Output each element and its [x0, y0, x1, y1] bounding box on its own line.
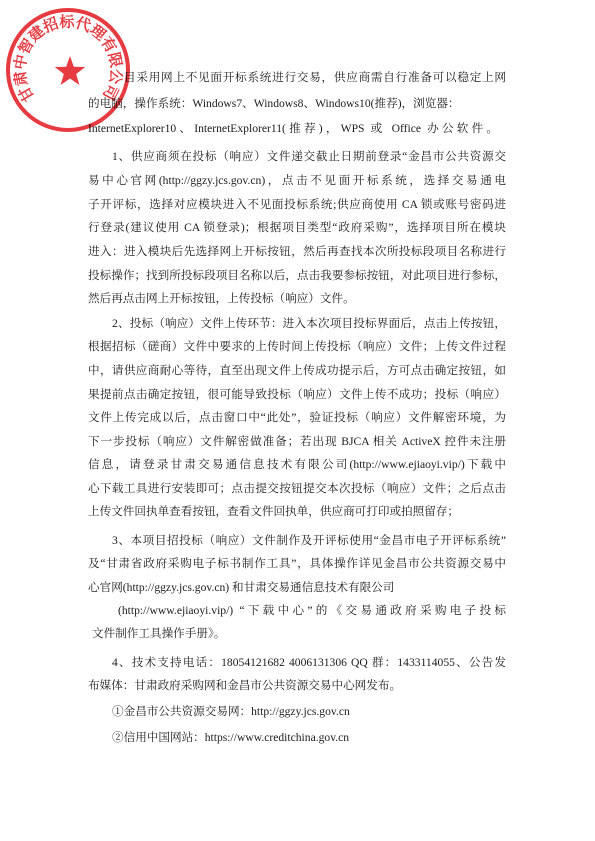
website-item: ①金昌市公共资源交易网：http://ggzy.jcs.gov.cn [112, 705, 350, 718]
intro-line: 目采用网上不见面开标系统进行交易，供应商需自行准备可以稳定上网 [124, 71, 506, 84]
intro-line: InternetExplorer10、InternetExplorer11(推荐)，WPS 或 Office 办公软件。 [88, 122, 498, 135]
item-1-line: 投标操作；找到所投标段项目名称以后，点击我要参标按钮，对此项目进行参标， [88, 269, 506, 282]
item-1-line: 行登录(建议使用 CA 锁登录)；根据项目类型“政府采购”，选择项目所在模块 [88, 221, 506, 234]
item-2-line: 中，请供应商耐心等待，直至出现文件上传成功提示后，方可点击确定按钮，如 [88, 364, 506, 377]
item-2-line: 果提前点击确定按钮，很可能导致投标（响应）文件上传不成功；投标（响应） [88, 388, 506, 401]
item-2-line: 上传文件回执单查看按钮，查看文件回执单，供应商可打印或拍照留存； [88, 505, 460, 518]
item-3-line: 及“甘肃省政府采购电子标书制作工具”，具体操作详见金昌市公共资源交易中 [88, 557, 506, 570]
item-3-line: 心官网(http://ggzy.jcs.gov.cn) 和甘肃交易通信息技术有限公司 [88, 581, 395, 594]
item-4-line: 布媒体：甘肃政府采购网和金昌市公共资源交易中心网发布。 [88, 679, 402, 692]
star-icon [55, 56, 85, 85]
item-1-line: 子开评标，选择对应模块进入不见面投标系统;供应商使用 CA 锁或账号密码进 [88, 198, 506, 211]
item-3-line: 3、本项目招投标（响应）文件制作及开评标使用“金昌市电子开评标系统” [112, 534, 506, 547]
item-1-line: 1、供应商须在投标（响应）文件递交截止日期前登录“金昌市公共资源交 [112, 150, 506, 163]
item-1-line: 进入：进入模块后先选择网上开标按钮，然后再查找本次所投标段项目名称进行 [88, 245, 506, 258]
item-2-line: 心下载工具进行安装即可；点击提交按钮提交本次投标（响应）文件；之后点击 [88, 482, 506, 495]
company-seal [0, 0, 140, 140]
item-3-line: (http://www.ejiaoyi.vip/) “下载中心”的《交易通政府采购电子投标 [118, 604, 506, 617]
item-2-line: 2、投标（响应）文件上传环节：进入本次项目投标界面后，点击上传按钮， [112, 317, 506, 330]
item-4-line: 4、技术支持电话：18054121682 4006131306 QQ 群：1433114055、公告发 [112, 656, 506, 669]
seal-text-path: 甘肃中智建招标代理有限公司 [10, 12, 126, 105]
item-2-line: 下一步投标（响应）文件解密做准备；若出现 BJCA 相关 ActiveX 控件未注册 [88, 435, 506, 448]
intro-line: 的电脑，操作系统：Windows7、Windows8、Windows10(推荐)，浏览器： [88, 97, 460, 110]
item-3-line: 文件制作工具操作手册》。 [92, 627, 226, 640]
website-item: ②信用中国网站：https://www.creditchina.gov.cn [112, 731, 350, 744]
item-1-line: 易中心官网(http://ggzy.jcs.gov.cn)，点击不见面开标系统，选择交易通电 [88, 174, 506, 187]
item-2-line: 信息，请登录甘肃交易通信息技术有限公司(http://www.ejiaoyi.vip/)下载中 [88, 458, 506, 471]
item-2-line: 根据招标（磋商）文件中要求的上传时间上传投标（响应）文件；上传文件过程 [88, 340, 506, 353]
item-1-line: 然后再点击网上开标按钮，上传投标（响应）文件。 [88, 292, 355, 305]
item-2-line: 文件上传完成以后，点击窗口中“此处”，验证投标（响应）文件解密环境，为 [88, 411, 506, 424]
